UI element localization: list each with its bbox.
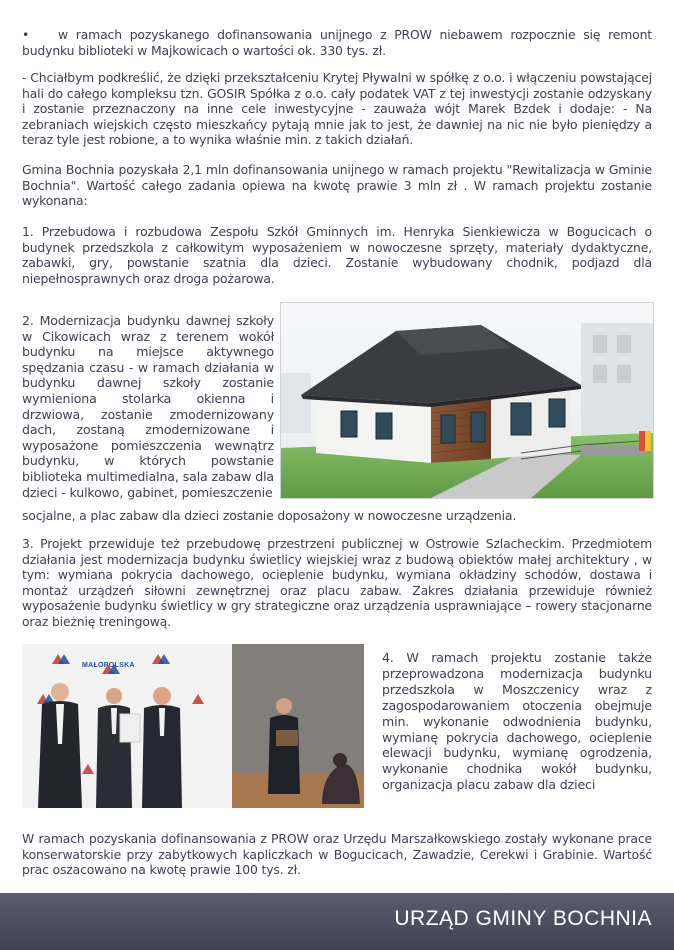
building-render-image — [280, 302, 654, 499]
paragraph-item-1: 1. Przebudowa i rozbudowa Zespołu Szkół Gminnych im. Henryka Sienkiewicza w Bogucicach o budynek przedszkola z całkowitym wyposażeniem w nowoczesne sprzęty, materiały dydaktyczne, zabawki, gry, powstanie szatnia dla dzieci. Zostanie wybudowany chodnik, podjazd dla niepełnosprawnych oraz droga pożarowa. — [22, 224, 652, 286]
paragraph-funding-intro: Gmina Bochnia pozyskała 2,1 mln dofinansowania unijnego w ramach projektu "Rewitalizacja w Gminie Bochnia". Wartość całego zadania opiewa na kwotę prawie 3 mln zł . W ramach projektu zostanie wykonana: — [22, 162, 652, 209]
paragraph-item-2-tail: socjalne, a plac zabaw dla dzieci zostanie doposażony w nowoczesne urządzenia. — [22, 508, 517, 523]
paragraph-item-4: 4. W ramach projektu zostanie także przeprowadzona modernizacja budynku przedszkola w Moszczenicy wraz z zagospodarowaniem otoczenia obejmuje min. wykonanie odwodnienia budynku, wymianę pokrycia dachowego, ocieplenie elewacji budynku, wymianę ogrodzenia, wykonanie chodnika wokół budynku, organizacja placu zabaw dla dzieci — [382, 650, 652, 793]
paragraph-item-2: 2. Modernizacja budynku dawnej szkoły w Cikowicach wraz z terenem wokół budynku na miejsce aktywnego spędzania czasu - w ramach działania w budynku dawnej szkoły zostanie wymieniona stolarka okienna i drzwiowa, zostanie zmodernizowany dach, zostaną zmodernizowane i wyposażone pomieszczenia wewnątrz budynku, w których powstanie biblioteka multimedialna, sala zabaw dla dzieci - kulkowo, gabinet, pomieszczenie — [22, 313, 274, 500]
footer-title: URZĄD GMINY BOCHNIA — [394, 907, 652, 930]
officials-photo — [22, 644, 364, 808]
bullet-marker: • — [22, 27, 30, 42]
paragraph-mayor-quote: - Chciałbym podkreślić, że dzięki przekształceniu Krytej Pływalni w spółkę z o.o. i włączeniu powstającej hali do całego kompleksu tzn. GOSIR Spółka z o.o. cały podatek VAT z tej inwestycji zostanie odzyskany i zostanie przeznaczony na inne cele inwestycyjne - zauważa wójt Marek Bzdek i dodaje: - Na zebraniach wiejskich często mieszkańcy pytają mnie jak to jest, że dawniej na nic nie było pieniędzy a teraz tyle jest robione, a to wynika właśnie min. z takich działań. — [22, 70, 652, 148]
footer-bar — [0, 893, 674, 950]
paragraph-library-renovation — [22, 27, 652, 58]
paragraph-item-3: 3. Projekt przewiduje też przebudowę przestrzeni publicznej w Ostrowie Szlacheckim. Przedmiotem działania jest modernizacja budynku świetlicy wiejskiej wraz z budową obiektów małej architektury , w tym: wymiana pokrycia dachowego, ocieplenie budynku, wymiana okładziny schodów, dostawa i montaż urządzeń siłowni zewnętrznej oraz placu zabaw. Zakres działania przewiduje również wyposażenie budynku świetlicy w gry strategiczne oraz urządzenia usprawniające – rowery stacjonarne oraz bieżnię treningową. — [22, 536, 652, 629]
paragraph-text: w ramach pozyskanego dofinansowania unijnego z PROW niebawem rozpocznie się remont budynku biblioteki w Majkowicach o wartości ok. 330 tys. zł. — [22, 27, 652, 58]
photo-banner-text: MAŁOPOLSKA — [82, 662, 135, 669]
paragraph-conservation: W ramach pozyskania dofinansowania z PROW oraz Urzędu Marszałkowskiego zostały wykonane prace konserwatorskie przy zabytkowych kapliczkach w Bogucicach, Zawadzie, Cerekwi i Grabinie. Wartość prac oszacowano na kwotę prawie 100 tys. zł. — [22, 831, 652, 878]
